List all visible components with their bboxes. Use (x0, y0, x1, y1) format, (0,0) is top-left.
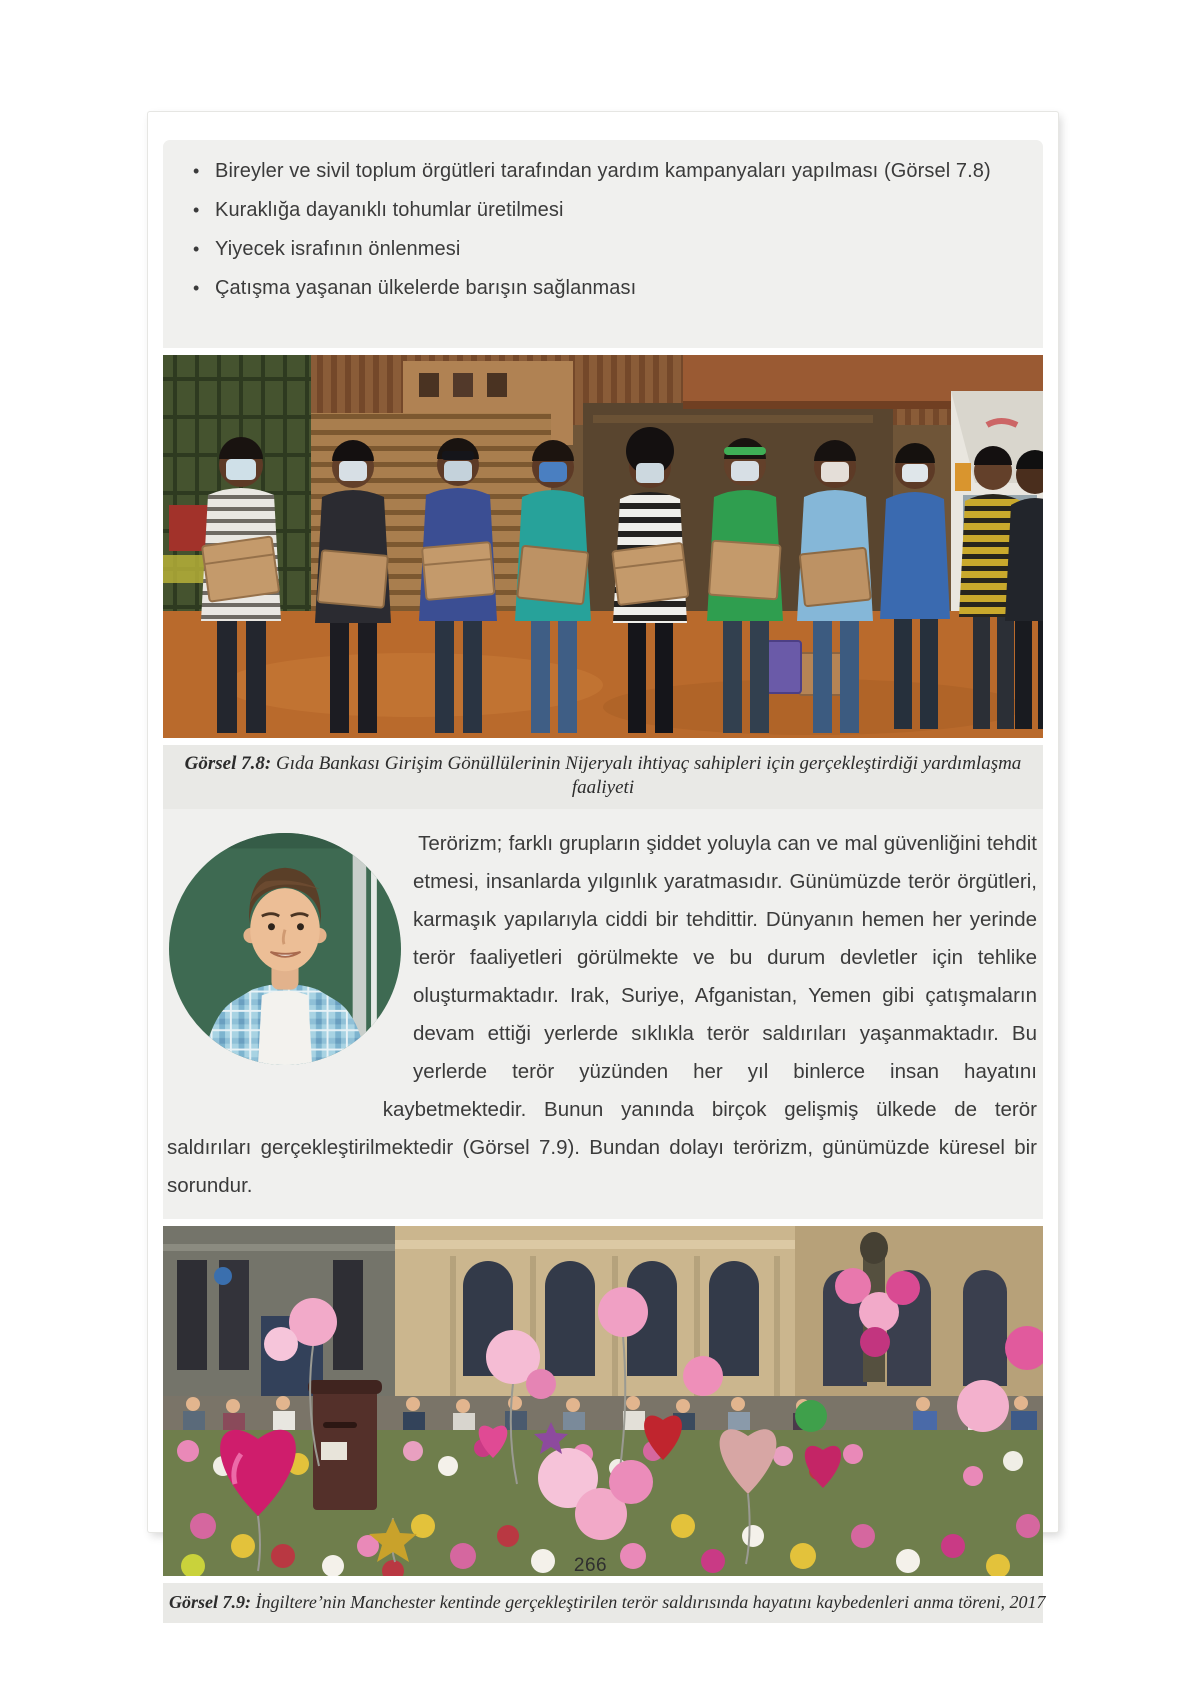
bullet-item: • Çatışma yaşanan ülkelerde barışın sağlanması (193, 269, 1017, 308)
caption-label: Görsel 7.9: (169, 1592, 251, 1612)
caption-text: İngiltere’nin Manchester kentinde gerçekleştirilen terör saldırısında hayatını kaybedenleri anma töreni, 2017 (251, 1592, 1046, 1612)
food-bank-photo (163, 355, 1043, 738)
terrorism-paragraph (167, 825, 1037, 1205)
paragraph-text: Terörizm; farklı grupların şiddet yoluyla can ve mal güvenliğini tehdit etmesi, insanlarda yılgınlık yaratmasıdır. Günümüzde terör örgütleri, karmaşık yapılarıyla ciddi bir tehdittir. Dünyanın hemen her yerinde terör faaliyetleri görülmekte ve bu durum devletler için tehlike oluşturmaktadır. Irak, Suriye, Afganistan, Yemen gibi çatışmaların devam ettiği yerlerde sıklıkla terör saldırıları yaşanmaktadır. Bu yerlerde terör yüzünden her yıl binlerce insan hayatını kaybetmektedir. Bunun yanında birçok gelişmiş ülkede de terör saldırıları gerçekleştirilmektedir (Görsel 7.9). Bundan dolayı terörizm, günümüzde küresel bir sorundur. (167, 832, 1037, 1197)
bullet-item: • Bireyler ve sivil toplum örgütleri tarafından yardım kampanyaları yapılması (Görsel 7.8) (193, 152, 1017, 191)
caption-label: Görsel 7.8: (184, 753, 272, 774)
figure-caption-7-9 (163, 1583, 1046, 1623)
page-number: 266 (573, 1555, 608, 1576)
bullet-item: • Kuraklığa dayanıklı tohumlar üretilmesi (193, 191, 1017, 230)
figure-7-8 (163, 348, 1043, 809)
memorial-photo (163, 1226, 1043, 1576)
bullet-item: • Yiyecek israfının önlenmesi (193, 230, 1017, 269)
figure-caption-7-8 (163, 745, 1043, 809)
student-portrait-photo (169, 833, 401, 1065)
bullet-list (163, 140, 1043, 308)
caption-text: Gıda Bankası Girişim Gönüllülerinin Nijeryalı ihtiyaç sahipleri için gerçekleştirdiği yardımlaşma faaliyeti (271, 753, 1022, 798)
